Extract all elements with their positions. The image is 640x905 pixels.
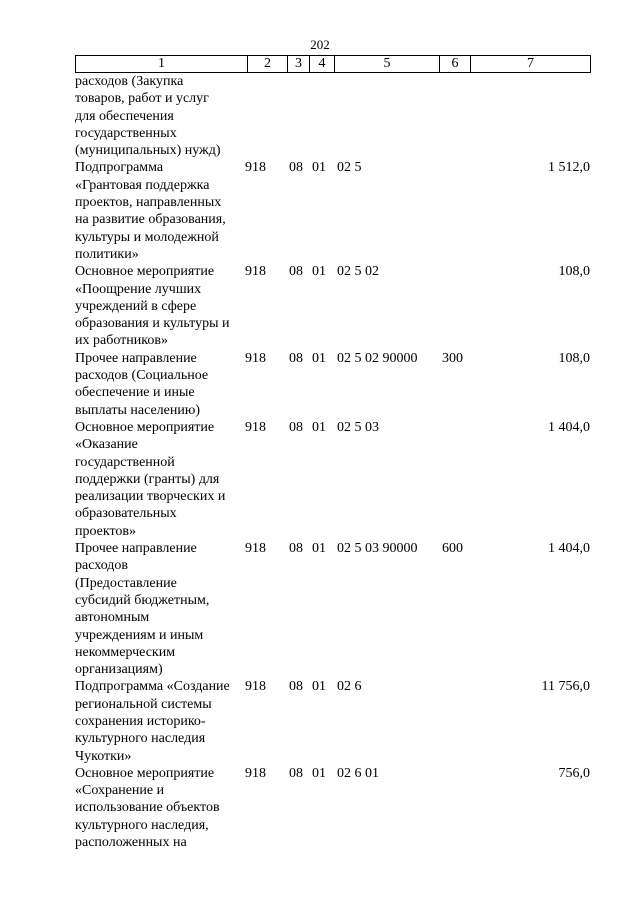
row-code-section: 08 bbox=[289, 350, 303, 366]
row-code-ministry: 918 bbox=[245, 160, 266, 176]
row-code-section: 08 bbox=[289, 419, 303, 435]
row-code-ministry: 918 bbox=[245, 765, 266, 781]
row-amount: 108,0 bbox=[558, 350, 590, 366]
row-code-expense-type: 300 bbox=[442, 350, 463, 366]
table-row bbox=[75, 678, 590, 764]
header-col-7: 7 bbox=[471, 56, 591, 73]
row-name-line: расходов (Закупка bbox=[75, 74, 184, 89]
row-name-line: региональной системы bbox=[75, 696, 212, 712]
header-col-2: 2 bbox=[248, 56, 288, 73]
row-name-line: расходов bbox=[75, 558, 129, 574]
row-name bbox=[75, 419, 247, 540]
row-amount: 108,0 bbox=[558, 264, 590, 280]
row-name-line: использование объектов bbox=[75, 800, 220, 816]
table-row bbox=[75, 263, 590, 349]
row-name-line: расходов (Социальное bbox=[75, 368, 209, 384]
row-name-line: поддержки (гранты) для bbox=[75, 471, 220, 487]
row-code-subsection: 01 bbox=[312, 264, 326, 280]
row-name-line: государственных bbox=[75, 125, 177, 141]
row-code-target: 02 6 bbox=[337, 679, 362, 695]
row-code-subsection: 01 bbox=[312, 679, 326, 695]
row-name-line: Основное мероприятие bbox=[75, 419, 215, 435]
row-name-line: образовательных bbox=[75, 506, 177, 522]
row-code-subsection: 01 bbox=[312, 419, 326, 435]
row-name-line: Чукотки» bbox=[75, 748, 132, 764]
row-code-target: 02 5 03 90000 bbox=[337, 541, 418, 557]
row-amount: 11 756,0 bbox=[541, 679, 590, 695]
row-name-line: выплаты населению) bbox=[75, 402, 200, 418]
row-name-line: товаров, работ и услуг bbox=[75, 91, 209, 107]
row-code-section: 08 bbox=[289, 160, 303, 176]
row-code-subsection: 01 bbox=[312, 160, 326, 176]
row-name-line: проектов, направленных bbox=[75, 195, 222, 211]
row-name bbox=[75, 159, 247, 263]
row-amount: 756,0 bbox=[558, 765, 590, 781]
row-name-line: государственной bbox=[75, 454, 175, 470]
row-name-line: культуры и молодежной bbox=[75, 229, 219, 245]
table-row bbox=[75, 350, 590, 419]
row-name-line: Основное мероприятие bbox=[75, 765, 215, 781]
row-name bbox=[75, 678, 247, 764]
row-name-line: (Предоставление bbox=[75, 575, 177, 591]
row-name-line: реализации творческих и bbox=[75, 489, 226, 505]
row-name-line: «Оказание bbox=[75, 437, 138, 453]
row-name-line: (муниципальных) нужд) bbox=[75, 143, 221, 159]
row-name-line: учреждений в сфере bbox=[75, 298, 197, 314]
row-name-line: Прочее направление bbox=[75, 350, 197, 366]
table-header bbox=[75, 55, 591, 73]
row-code-target: 02 6 01 bbox=[337, 765, 379, 781]
row-name-line: субсидий бюджетным, bbox=[75, 592, 210, 608]
row-name-line: их работников» bbox=[75, 333, 168, 349]
table-body bbox=[75, 73, 590, 851]
row-code-section: 08 bbox=[289, 264, 303, 280]
row-name bbox=[75, 540, 247, 678]
row-amount: 1 404,0 bbox=[548, 541, 590, 557]
table-row bbox=[75, 73, 590, 159]
row-name-line: на развитие образования, bbox=[75, 212, 226, 228]
header-row bbox=[76, 56, 591, 73]
row-name bbox=[75, 73, 247, 159]
header-col-6: 6 bbox=[440, 56, 471, 73]
header-col-4: 4 bbox=[310, 56, 335, 73]
row-code-subsection: 01 bbox=[312, 541, 326, 557]
row-name-line: Подпрограмма bbox=[75, 160, 164, 176]
page-number: 202 bbox=[310, 37, 330, 52]
row-code-ministry: 918 bbox=[245, 679, 266, 695]
row-name-line: для обеспечения bbox=[75, 108, 174, 124]
row-code-section: 08 bbox=[289, 541, 303, 557]
row-name-line: культурного наследия, bbox=[75, 817, 209, 833]
row-amount: 1 404,0 bbox=[548, 419, 590, 435]
row-name-line: культурного наследия bbox=[75, 731, 206, 747]
row-name-line: автономным bbox=[75, 610, 150, 626]
row-code-subsection: 01 bbox=[312, 765, 326, 781]
row-name-line: Основное мероприятие bbox=[75, 264, 215, 280]
row-name-line: расположенных на bbox=[75, 835, 187, 851]
row-code-section: 08 bbox=[289, 765, 303, 781]
row-name-line: Подпрограмма «Создание bbox=[75, 679, 230, 695]
row-code-target: 02 5 02 90000 bbox=[337, 350, 418, 366]
table-row bbox=[75, 159, 590, 263]
row-code-subsection: 01 bbox=[312, 350, 326, 366]
row-name bbox=[75, 765, 247, 851]
row-amount: 1 512,0 bbox=[548, 160, 590, 176]
row-name-line: проектов» bbox=[75, 523, 137, 539]
row-name bbox=[75, 263, 247, 349]
row-name-line: Прочее направление bbox=[75, 541, 197, 557]
row-name-line: сохранения историко- bbox=[75, 713, 206, 729]
row-name-line: «Грантовая поддержка bbox=[75, 177, 210, 193]
row-name-line: обеспечение и иные bbox=[75, 385, 195, 401]
row-name-line: «Поощрение лучших bbox=[75, 281, 202, 297]
header-col-1: 1 bbox=[76, 56, 248, 73]
row-name-line: образования и культуры и bbox=[75, 316, 230, 332]
row-code-expense-type: 600 bbox=[442, 541, 463, 557]
header-col-3: 3 bbox=[288, 56, 310, 73]
row-code-target: 02 5 bbox=[337, 160, 362, 176]
row-name-line: некоммерческим bbox=[75, 644, 176, 660]
header-col-5: 5 bbox=[335, 56, 440, 73]
table-row bbox=[75, 419, 590, 540]
row-code-ministry: 918 bbox=[245, 350, 266, 366]
row-code-section: 08 bbox=[289, 679, 303, 695]
row-name bbox=[75, 350, 247, 419]
row-code-target: 02 5 02 bbox=[337, 264, 379, 280]
row-name-line: учреждениям и иным bbox=[75, 627, 204, 643]
row-code-ministry: 918 bbox=[245, 541, 266, 557]
row-name-line: «Сохранение и bbox=[75, 783, 165, 799]
table-row bbox=[75, 540, 590, 678]
row-name-line: организациям) bbox=[75, 662, 163, 678]
row-code-ministry: 918 bbox=[245, 264, 266, 280]
row-code-target: 02 5 03 bbox=[337, 419, 379, 435]
row-code-ministry: 918 bbox=[245, 419, 266, 435]
row-name-line: политики» bbox=[75, 246, 139, 262]
table-row bbox=[75, 765, 590, 851]
